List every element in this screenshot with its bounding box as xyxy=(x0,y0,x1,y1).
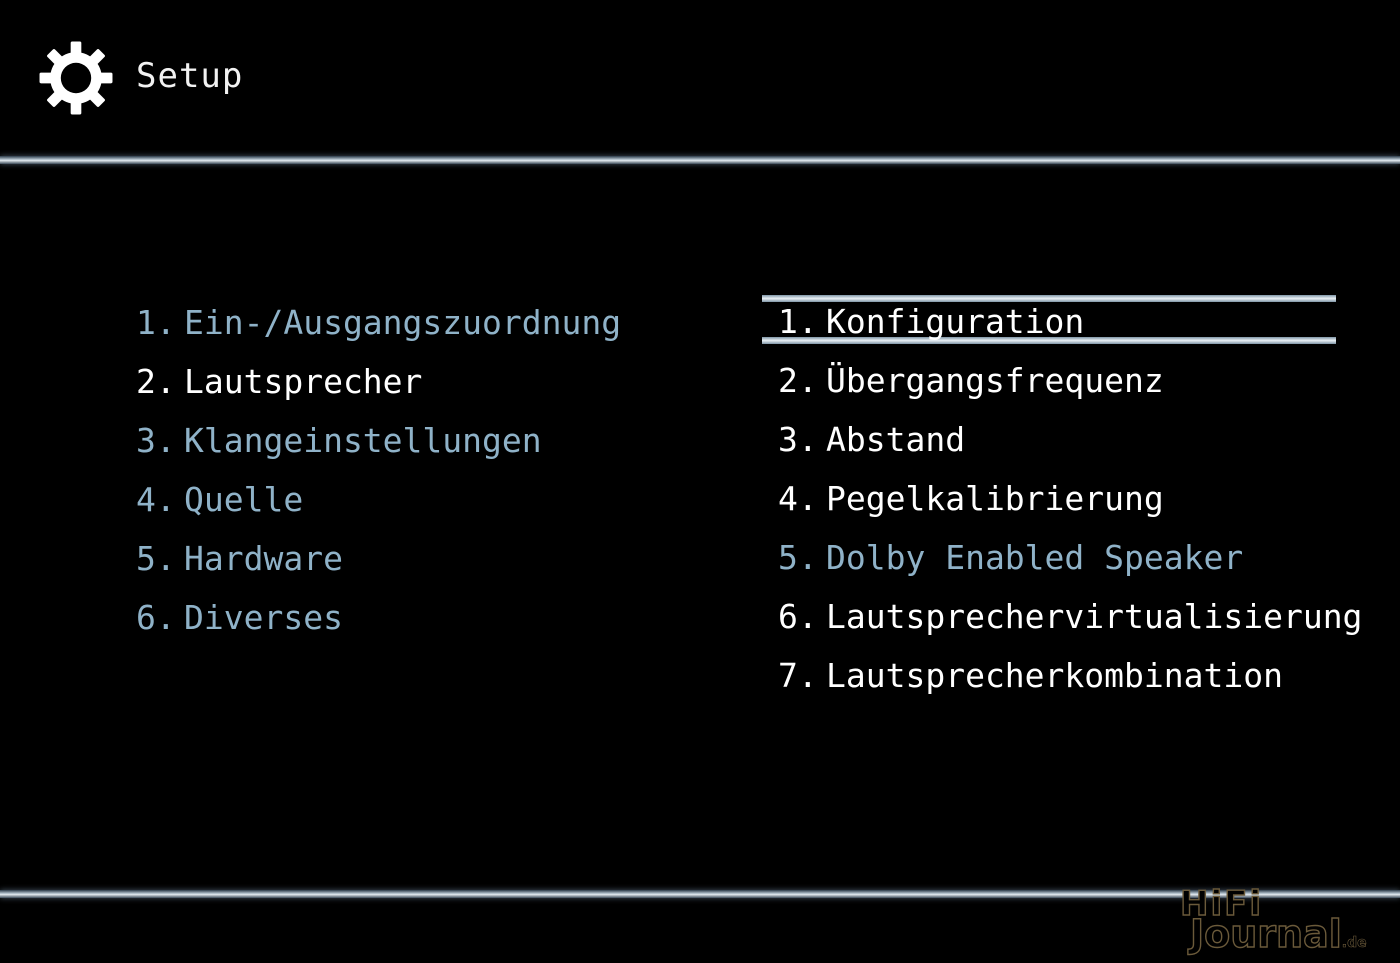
submenu-item-distance[interactable] xyxy=(778,410,1362,469)
menu-item-hardware[interactable] xyxy=(136,529,621,588)
watermark-line1: HiFi xyxy=(1180,884,1263,924)
menu-item-number: 5. xyxy=(778,538,818,577)
menu-item-miscellaneous[interactable] xyxy=(136,588,621,647)
submenu-item-dolby-enabled-speaker[interactable] xyxy=(778,528,1362,587)
watermark-logo xyxy=(1180,884,1390,954)
speaker-submenu xyxy=(778,292,1362,705)
submenu-item-speaker-combination[interactable] xyxy=(778,646,1362,705)
menu-item-number: 6. xyxy=(136,598,176,637)
main-category-menu xyxy=(136,293,621,647)
header-divider xyxy=(0,156,1400,164)
submenu-item-configuration[interactable] xyxy=(778,292,1362,351)
menu-item-input-output-assignment[interactable] xyxy=(136,293,621,352)
menu-item-label: Abstand xyxy=(826,420,966,459)
menu-item-number: 2. xyxy=(136,362,176,401)
menu-item-number: 3. xyxy=(136,421,176,460)
menu-item-number: 1. xyxy=(778,302,818,341)
menu-item-label: Lautsprechervirtualisierung xyxy=(826,597,1363,636)
header-bar xyxy=(0,0,1400,150)
menu-item-number: 6. xyxy=(778,597,818,636)
watermark-suffix: .de xyxy=(1341,935,1367,951)
submenu-item-level-calibration[interactable] xyxy=(778,469,1362,528)
menu-item-label: Konfiguration xyxy=(826,302,1085,341)
menu-item-label: Dolby Enabled Speaker xyxy=(826,538,1244,577)
menu-item-number: 3. xyxy=(778,420,818,459)
menu-item-number: 7. xyxy=(778,656,818,695)
submenu-item-speaker-virtualization[interactable] xyxy=(778,587,1362,646)
menu-item-source[interactable] xyxy=(136,470,621,529)
menu-item-number: 4. xyxy=(778,479,818,518)
menu-item-number: 1. xyxy=(136,303,176,342)
menu-item-label: Pegelkalibrierung xyxy=(826,479,1164,518)
menu-item-label: Diverses xyxy=(184,598,343,637)
menu-item-label: Klangeinstellungen xyxy=(184,421,542,460)
menu-item-label: Quelle xyxy=(184,480,304,519)
menu-item-speakers[interactable] xyxy=(136,352,621,411)
menu-item-number: 2. xyxy=(778,361,818,400)
menu-item-label: Lautsprecher xyxy=(184,362,423,401)
menu-item-label: Ein-/Ausgangszuordnung xyxy=(184,303,622,342)
submenu-item-crossover-frequency[interactable] xyxy=(778,351,1362,410)
watermark-line2-text: Journal xyxy=(1190,912,1342,956)
watermark-line2 xyxy=(1190,912,1367,956)
menu-item-sound-settings[interactable] xyxy=(136,411,621,470)
gear-icon xyxy=(38,40,114,116)
menu-item-number: 4. xyxy=(136,480,176,519)
menu-item-label: Lautsprecherkombination xyxy=(826,656,1283,695)
menu-item-label: Hardware xyxy=(184,539,343,578)
menu-item-number: 5. xyxy=(136,539,176,578)
menu-item-label: Übergangsfrequenz xyxy=(826,361,1164,400)
page-title: Setup xyxy=(136,56,244,96)
